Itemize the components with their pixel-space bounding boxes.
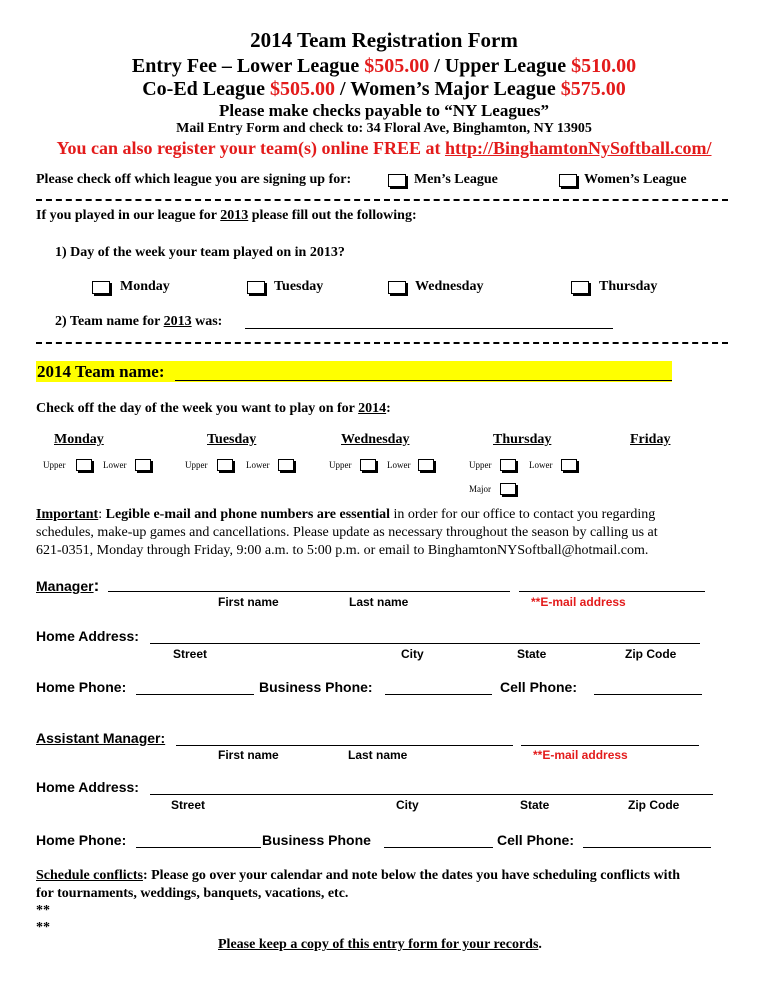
manager-home-address-label: Home Address: [36,628,139,644]
assistant-email-field[interactable] [521,731,699,746]
thursday-lower-checkbox[interactable] [561,459,577,471]
conflicts-line-1: Schedule conflicts: Please go over your calendar and note below the dates you have scheduling conflicts with [36,868,681,883]
conflict-entry-1[interactable]: ** [36,903,50,918]
online-registration: You can also register your team(s) online FREE at http://BinghamtonNySoftball.com/ [56,138,712,158]
manager-email-label: **E-mail address [531,595,626,609]
manager-last-name-label: Last name [349,595,409,609]
wednesday-lower-checkbox[interactable] [418,459,434,471]
day-2013-monday: Monday [120,279,170,294]
monday-lower-label: Lower [103,460,127,470]
tuesday-upper-label: Upper [185,460,208,470]
manager-zip-label: Zip Code [625,647,677,661]
monday-upper-checkbox[interactable] [76,459,92,471]
day-2013-tuesday-checkbox[interactable] [247,281,265,294]
day-2013-wednesday: Wednesday [415,279,484,294]
assistant-business-phone-label: Business Phone [262,832,371,848]
day-2013-thursday: Thursday [599,279,658,294]
assistant-home-phone-field[interactable] [136,833,261,848]
assistant-zip-label: Zip Code [628,798,680,812]
manager-cell-phone-field[interactable] [594,680,702,695]
assistant-manager-label: Assistant Manager: [36,730,166,746]
manager-home-phone-label: Home Phone: [36,679,127,695]
schedule-prompt: Check off the day of the week you want to play on for 2014: [36,401,391,416]
team-name-2014-field[interactable] [175,363,672,381]
wednesday-upper-label: Upper [329,460,352,470]
mail-address: Mail Entry Form and check to: 34 Floral Ave, Binghamton, NY 13905 [176,121,592,136]
assistant-home-address-field[interactable] [150,780,713,795]
day-2013-wednesday-checkbox[interactable] [388,281,406,294]
question-2: 2) Team name for 2013 was: [55,314,223,329]
manager-business-phone-field[interactable] [385,680,492,695]
day-2013-thursday-checkbox[interactable] [571,281,589,294]
thursday-upper-label: Upper [469,460,492,470]
form-title: 2014 Team Registration Form [250,28,518,52]
assistant-home-address-label: Home Address: [36,779,139,795]
monday-lower-checkbox[interactable] [135,459,151,471]
manager-home-address-field[interactable] [150,629,700,644]
assistant-last-name-label: Last name [348,748,408,762]
manager-business-phone-label: Business Phone: [259,679,373,695]
important-line-1: Important: Legible e-mail and phone numbers are essential in order for our office to contact you regarding [36,507,656,522]
thursday-lower-label: Lower [529,460,553,470]
manager-name-field[interactable] [108,577,510,592]
assistant-business-phone-field[interactable] [384,833,493,848]
manager-state-label: State [517,647,547,661]
tuesday-lower-label: Lower [246,460,270,470]
assistant-cell-phone-label: Cell Phone: [497,832,575,848]
schedule-thursday: Thursday [493,432,552,447]
team-name-label: 2014 Team name: [37,362,165,381]
league-prompt: Please check off which league you are signing up for: [36,172,352,187]
thursday-major-checkbox[interactable] [500,483,516,495]
monday-upper-label: Upper [43,460,66,470]
manager-home-phone-field[interactable] [136,680,254,695]
manager-email-field[interactable] [519,577,705,592]
thursday-major-label: Major [469,484,491,494]
manager-cell-phone-label: Cell Phone: [500,679,578,695]
tuesday-upper-checkbox[interactable] [217,459,233,471]
assistant-cell-phone-field[interactable] [583,833,711,848]
conflict-entry-2[interactable]: ** [36,920,50,935]
conflicts-line-2: for tournaments, weddings, banquets, vacations, etc. [36,886,349,901]
payable-note: Please make checks payable to “NY Leagues” [219,101,549,120]
assistant-first-name-label: First name [218,748,279,762]
fee-line-1: Entry Fee – Lower League $505.00 / Upper League $510.00 [131,55,637,77]
womens-league-checkbox[interactable] [559,174,577,187]
schedule-monday: Monday [54,432,104,447]
womens-league-label: Women’s League [584,172,687,187]
mens-league-label: Men’s League [414,172,498,187]
assistant-home-phone-label: Home Phone: [36,832,127,848]
schedule-tuesday: Tuesday [207,432,257,447]
thursday-upper-checkbox[interactable] [500,459,516,471]
assistant-city-label: City [396,798,419,812]
tuesday-lower-checkbox[interactable] [278,459,294,471]
assistant-email-label: **E-mail address [533,748,628,762]
day-2013-tuesday: Tuesday [274,279,324,294]
manager-city-label: City [401,647,424,661]
footer-note: Please keep a copy of this entry form for your records. [218,937,542,952]
fee-line-2: Co-Ed League $505.00 / Women’s Major League $575.00 [142,78,626,100]
wednesday-lower-label: Lower [387,460,411,470]
day-2013-monday-checkbox[interactable] [92,281,110,294]
important-line-3: 621-0351, Monday through Friday, 9:00 a.m. to 5:00 p.m. or email to BinghamtonNYSoftball@hotmail.com. [36,543,649,558]
question-1: 1) Day of the week your team played on in 2013? [55,245,345,260]
assistant-street-label: Street [171,798,206,812]
schedule-friday: Friday [630,432,671,447]
wednesday-upper-checkbox[interactable] [360,459,376,471]
manager-street-label: Street [173,647,208,661]
register-link[interactable]: http://BinghamtonNySoftball.com/ [444,138,712,158]
important-line-2: schedules, make-up games and cancellations. Please update as necessary throughout the season by calling us at [36,525,658,540]
played-2013-intro: If you played in our league for 2013 please fill out the following: [36,208,417,223]
assistant-name-field[interactable] [176,731,513,746]
divider [36,342,728,344]
team-name-2013-field[interactable] [245,314,613,329]
schedule-wednesday: Wednesday [341,432,410,447]
divider [36,199,728,201]
mens-league-checkbox[interactable] [388,174,406,187]
manager-first-name-label: First name [218,595,279,609]
assistant-state-label: State [520,798,550,812]
manager-label: Manager: [36,576,100,595]
